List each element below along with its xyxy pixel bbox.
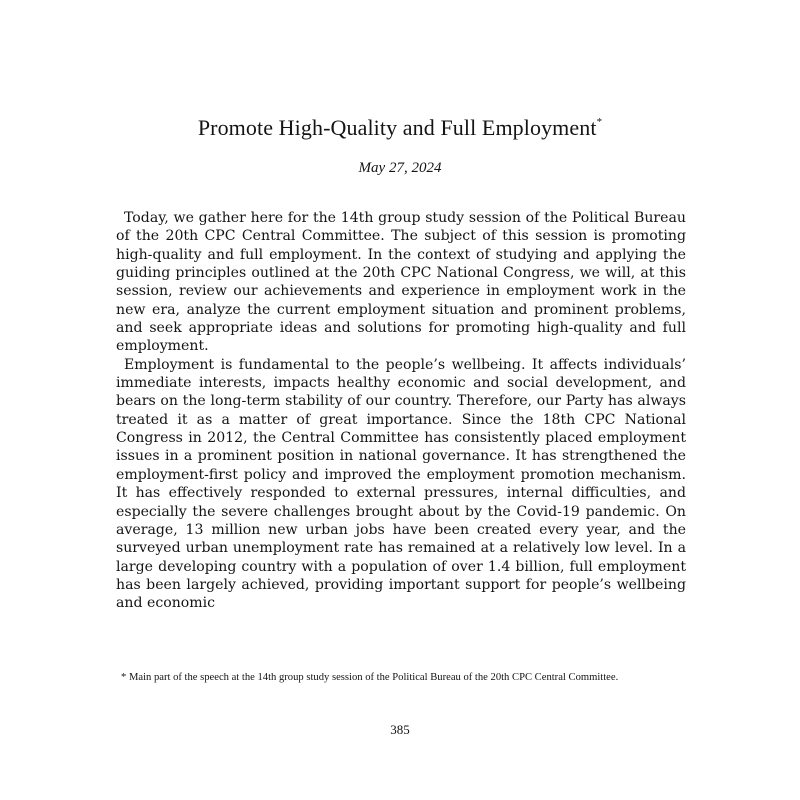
speech-date: May 27, 2024: [358, 160, 442, 176]
title-footnote-marker: *: [596, 115, 603, 128]
page-title: [0, 115, 800, 141]
page-number: 385: [390, 722, 410, 737]
footnote: * Main part of the speech at the 14th group study session of the Political Bureau of the 20th CPC Central Committee.: [121, 672, 619, 683]
title-text: Promote High-Quality and Full Employment: [197, 115, 597, 140]
paragraph-2: Employment is fundamental to the people’s wellbeing. It affects individuals’ immediate interests, impacts healthy economic and social development, and bears on the long-term stability of our country. Therefore, our Party has always treated it as a matter of great importance. Since the 18th CPC National Congress in 2012, the Central Committee has consistently placed employment issues in a prominent position in national governance. It has strengthened the employment-first policy and improved the employment promotion mechanism. It has effectively responded to external pressures, internal difficulties, and especially the severe challenges brought about by the Covid-19 pandemic. On average, 13 million new urban jobs have been created every year, and the surveyed urban unemployment rate has remained at a relatively low level. In a large developing country with a population of over 1.4 billion, full employment has been largely achieved, providing important support for people’s wellbeing and economic: [116, 356, 686, 612]
paragraph-1: Today, we gather here for the 14th group study session of the Political Bureau of the 20th CPC Central Committee. The subject of this session is promoting high-quality and full employment. In the context of studying and applying the guiding principles outlined at the 20th CPC National Congress, we will, at this session, review our achievements and experience in employment work in the new era, analyze the current employment situation and prominent problems, and seek appropriate ideas and solutions for promoting high-quality and full employment.: [116, 210, 686, 355]
body-text: [116, 209, 686, 613]
